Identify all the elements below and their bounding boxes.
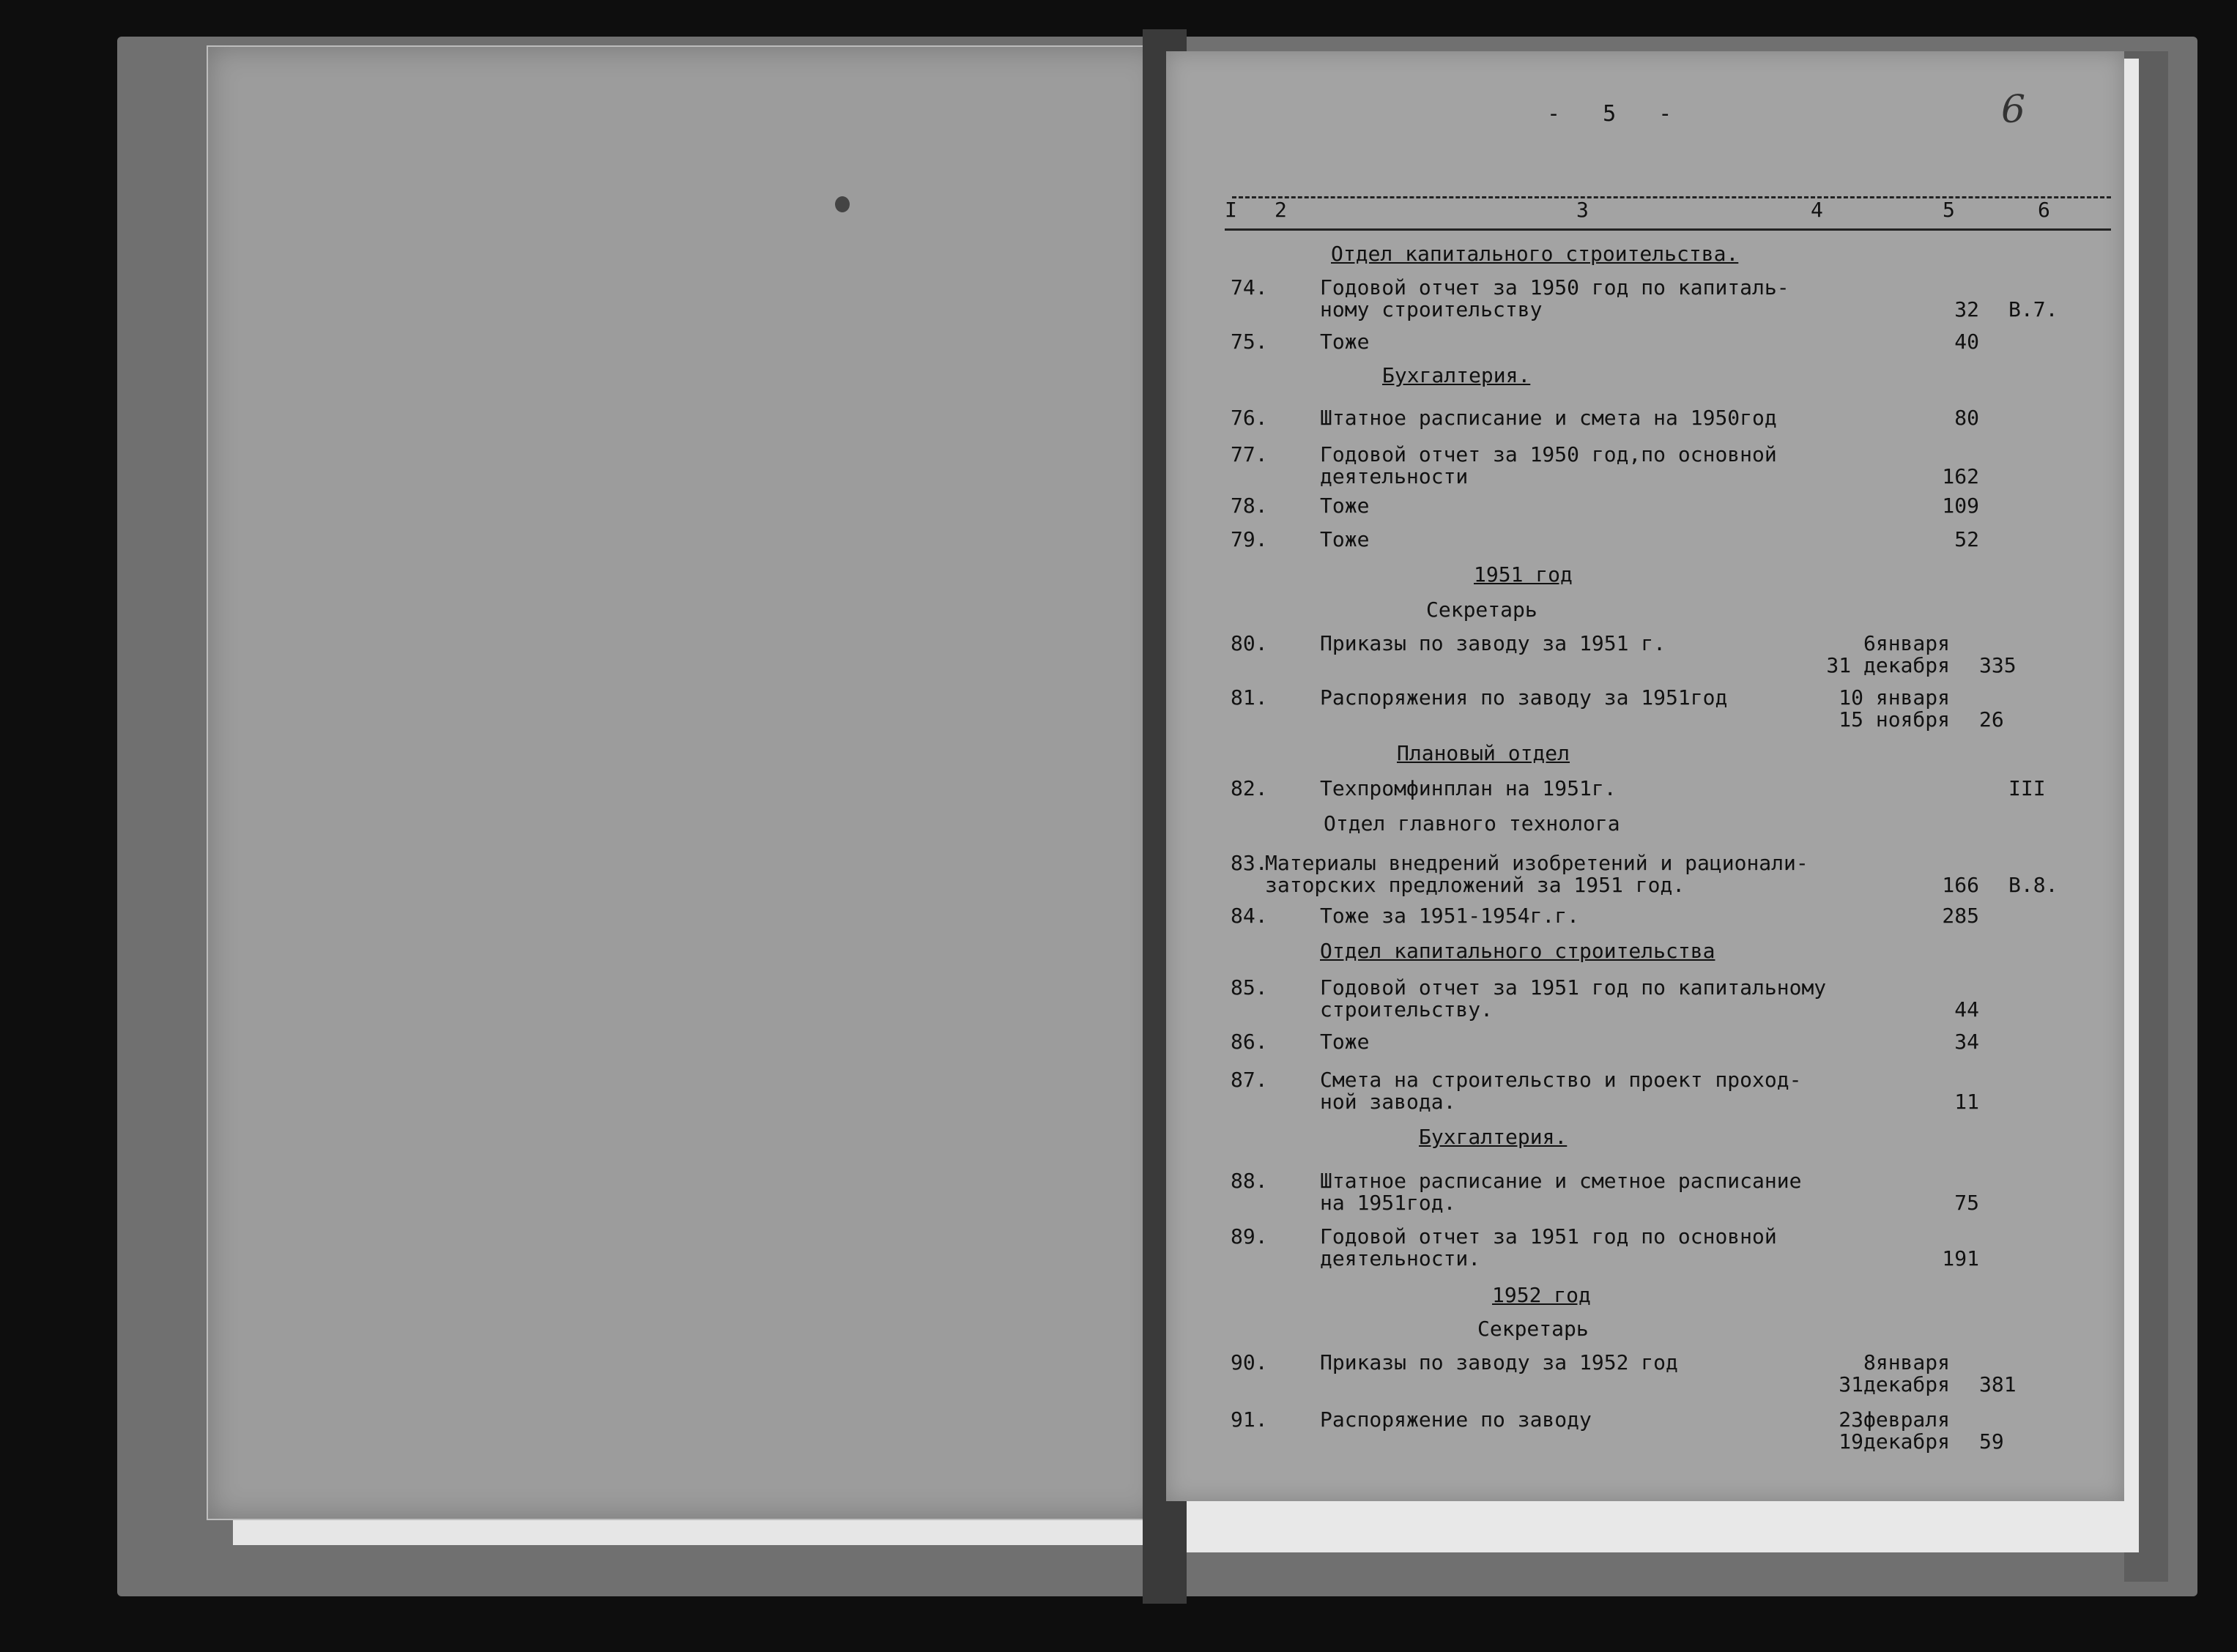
entry-pages: 285 — [1942, 904, 1979, 928]
section-heading: Отдел капитального строительства. — [1331, 242, 1739, 266]
entry-num: 75. — [1231, 330, 1268, 354]
entry-text: Тоже — [1320, 527, 1370, 551]
entry-text: Тоже за 1951-1954г.г. — [1320, 904, 1580, 928]
entry-num: 79. — [1231, 527, 1268, 551]
entry-num: 85. — [1231, 975, 1268, 1000]
ink-spot — [835, 196, 850, 212]
entry-text: Годовой отчет за 1951 год по капитальному строительству. — [1320, 975, 1827, 1022]
entry-text: Тоже — [1320, 1030, 1370, 1054]
column-header: 5 — [1943, 198, 1955, 222]
entry-pages: 335 — [1979, 653, 2017, 677]
entry-dates: 10 января 15 ноября — [1839, 685, 1950, 732]
entry-note: В.7. — [2008, 297, 2058, 321]
section-heading: Секретарь — [1426, 598, 1537, 622]
entry-pages: 34 — [1954, 1030, 1979, 1054]
entry-pages: 191 — [1942, 1246, 1979, 1270]
section-heading: Бухгалтерия. — [1419, 1125, 1568, 1149]
section-heading: 1952 год — [1492, 1283, 1591, 1307]
section-heading: Отдел капитального строительства — [1320, 939, 1715, 963]
section-heading: Секретарь — [1477, 1317, 1589, 1341]
entry-num: 78. — [1231, 494, 1268, 518]
entry-pages: 32 — [1954, 297, 1979, 321]
entry-num: 74. — [1231, 275, 1268, 299]
entry-num: 77. — [1231, 442, 1268, 466]
column-divider-dashed — [1232, 196, 2111, 198]
section-heading: 1951 год — [1474, 562, 1573, 587]
entry-text: Тоже — [1320, 330, 1370, 354]
column-header: 4 — [1811, 198, 1823, 222]
entry-pages: 59 — [1979, 1429, 2004, 1454]
entry-num: 80. — [1231, 631, 1268, 655]
entry-text: Приказы по заводу за 1952 год — [1320, 1350, 1678, 1374]
entry-num: 90. — [1231, 1350, 1268, 1374]
entry-num: 81. — [1231, 685, 1268, 710]
entry-text: Штатное расписание и смета на 1950год — [1320, 406, 1777, 430]
entry-pages: 166 — [1942, 873, 1979, 897]
entry-num: 84. — [1231, 904, 1268, 928]
column-headers — [1166, 145, 2124, 222]
entry-pages: 26 — [1979, 707, 2004, 732]
column-header: 2 — [1275, 198, 1287, 222]
inventory-page — [1166, 51, 2124, 1501]
column-header: 3 — [1576, 198, 1589, 222]
document-body — [1166, 51, 2124, 1501]
entry-pages: 162 — [1942, 464, 1979, 488]
column-header: 6 — [2038, 198, 2050, 222]
entry-text: Годовой отчет за 1950 год по капиталь- ному строительству — [1320, 275, 1789, 321]
page-number: - 5 - — [1547, 101, 1687, 127]
section-heading: Плановый отдел — [1397, 741, 1570, 765]
entry-num: 83. — [1231, 851, 1268, 875]
entry-pages: 381 — [1979, 1372, 2017, 1396]
entry-note: В.8. — [2008, 873, 2058, 897]
entry-dates: 6января 31 декабря — [1826, 631, 1950, 677]
entry-num: 82. — [1231, 776, 1268, 800]
entry-pages: 80 — [1954, 406, 1979, 430]
entry-text: Тоже — [1320, 494, 1370, 518]
entry-num: 91. — [1231, 1407, 1268, 1432]
entry-pages: 40 — [1954, 330, 1979, 354]
column-divider-solid — [1225, 228, 2111, 231]
entry-text: Годовой отчет за 1950 год,по основной деятельности — [1320, 442, 1777, 488]
entry-text: Штатное расписание и сметное расписание на 1951год. — [1320, 1169, 1802, 1215]
entry-dates: 8января 31декабря — [1839, 1350, 1950, 1396]
entry-num: 88. — [1231, 1169, 1268, 1193]
entry-text: Распоряжение по заводу — [1320, 1407, 1592, 1432]
entry-num: 86. — [1231, 1030, 1268, 1054]
entry-pages: 44 — [1954, 997, 1979, 1022]
section-heading: Бухгалтерия. — [1382, 363, 1531, 387]
entry-text: Приказы по заводу за 1951 г. — [1320, 631, 1666, 655]
entry-pages: 52 — [1954, 527, 1979, 551]
entry-num: 87. — [1231, 1068, 1268, 1092]
left-blank-page — [207, 45, 1162, 1520]
entry-text: Распоряжения по заводу за 1951год — [1320, 685, 1728, 710]
entry-num: 89. — [1231, 1224, 1268, 1249]
entry-pages: 75 — [1954, 1191, 1979, 1215]
entry-text: Материалы внедрений изобретений и рационали- заторских предложений за 1951 год. — [1265, 851, 1808, 897]
entry-text: Годовой отчет за 1951 год по основной деятельности. — [1320, 1224, 1777, 1270]
handwritten-page-number: 6 — [2001, 88, 2026, 132]
entry-pages: 11 — [1954, 1090, 1979, 1114]
section-heading: Отдел главного технолога — [1324, 811, 1620, 836]
entry-pages: 109 — [1942, 494, 1979, 518]
entry-num: 76. — [1231, 406, 1268, 430]
entry-text: Смета на строительство и проект проход- ной завода. — [1320, 1068, 1802, 1114]
entry-dates: 23февраля 19декабря — [1839, 1407, 1950, 1454]
entry-note: III — [2008, 776, 2046, 800]
entry-text: Техпромфинплан на 1951г. — [1320, 776, 1617, 800]
column-header: I — [1225, 198, 1237, 222]
